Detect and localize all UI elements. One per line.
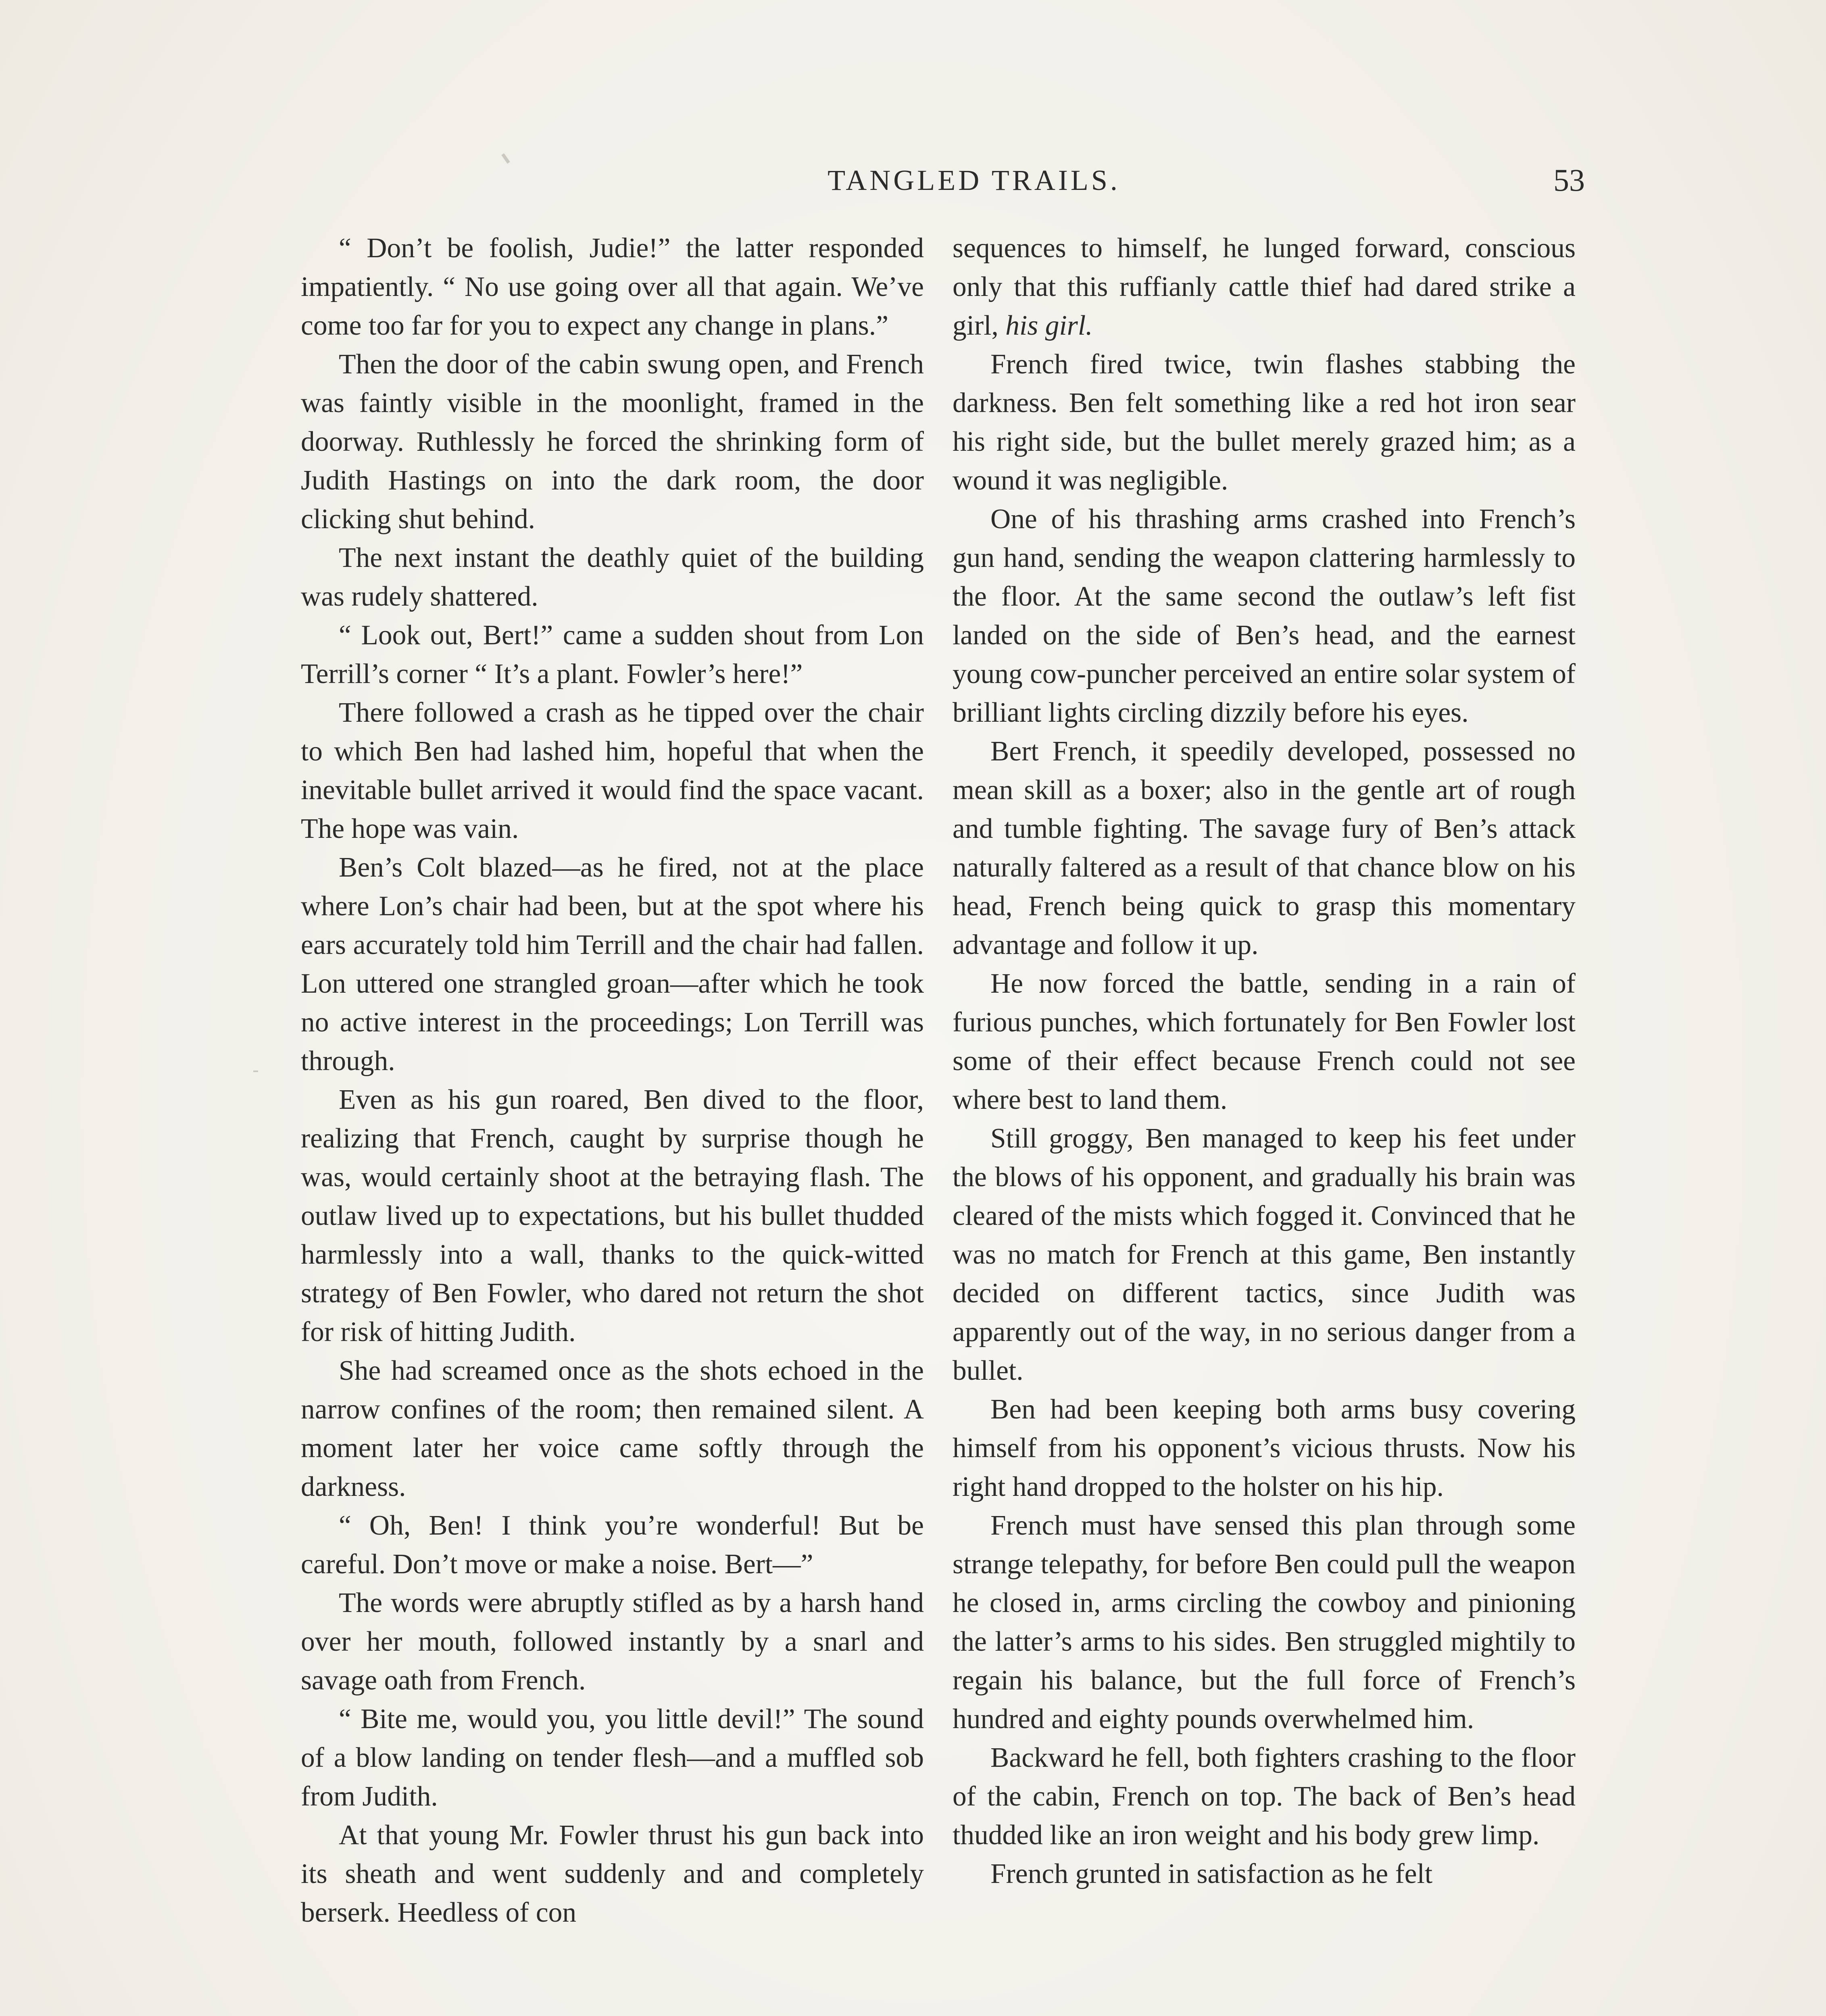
paragraph (953, 229, 1576, 345)
text-column-right (953, 229, 1576, 2016)
paragraph (953, 732, 1576, 964)
paragraph (301, 539, 924, 616)
paragraph (953, 1119, 1576, 1390)
paragraph (301, 345, 924, 539)
paragraph-text: There followed a crash as he tipped over the chair to which Ben had lashed him, hopeful that when the inevitable bullet arrived it would find the space vacant. The hope was vain. (301, 697, 924, 844)
emphasis-text: his girl. (1005, 310, 1093, 341)
paragraph-text: French grunted in satisfaction as he felt (990, 1858, 1433, 1889)
paragraph-text: At that young Mr. Fowler thrust his gun back into its sheath and went suddenly and and completely berserk. Heedless of con (301, 1820, 924, 1928)
paragraph-text: He now forced the battle, sending in a rain of furious punches, which fortunately for Ben Fowler lost some of their effect because French could not see where best to land them. (953, 968, 1576, 1115)
page-number: 53 (1553, 162, 1585, 198)
paragraph (301, 1081, 924, 1352)
paragraph (953, 964, 1576, 1119)
page-header (298, 158, 1585, 202)
paragraph (301, 848, 924, 1081)
paragraph (953, 1506, 1576, 1739)
paragraph-text: She had screamed once as the shots echoed in the narrow confines of the room; then remained silent. A moment later her voice came softly through the darkness. (301, 1355, 924, 1502)
paragraph-text: “ Look out, Bert!” came a sudden shout from Lon Terrill’s corner “ It’s a plant. Fowler’s here!” (301, 620, 924, 689)
paragraph-text: One of his thrashing arms crashed into French’s gun hand, sending the weapon clattering harmlessly to the floor. At the same second the outlaw’s left fist landed on the side of Ben’s head, and the earnest young cow-puncher perceived an entire solar system of brilliant lights circling dizzily before his eyes. (953, 504, 1576, 728)
paragraph-text: “ Oh, Ben! I think you’re wonderful! But be careful. Don’t move or make a noise. Bert—” (301, 1510, 924, 1580)
paragraph (953, 500, 1576, 732)
paragraph-text: Backward he fell, both fighters crashing to the floor of the cabin, French on top. The back of Ben’s head thudded like an iron weight and his body grew limp. (953, 1742, 1576, 1851)
paragraph (301, 1816, 924, 1932)
paragraph (301, 1506, 924, 1584)
paragraph (301, 616, 924, 694)
paragraph (953, 1390, 1576, 1506)
paragraph-text: “ Bite me, would you, you little devil!” The sound of a blow landing on tender flesh—and a muffled sob from Judith. (301, 1704, 924, 1812)
scan-speck (253, 1070, 258, 1072)
paragraph-text: “ Don’t be foolish, Judie!” the latter responded impatiently. “ No use going over all that again. We’ve come too far for you to expect any change in plans.” (301, 233, 924, 341)
paragraph-text: sequences to himself, he lunged forward, conscious only that this ruffianly cattle thief had dared strike a girl, (953, 233, 1576, 341)
paragraph (301, 1352, 924, 1506)
paragraph-text: The words were abruptly stifled as by a harsh hand over her mouth, followed instantly by a snarl and savage oath from French. (301, 1587, 924, 1696)
paragraph (301, 1584, 924, 1700)
paragraph-text: Then the door of the cabin swung open, and French was faintly visible in the moonlight, framed in the doorway. Ruthlessly he forced the shrinking form of Judith Hastings on into the dark room, the door clicking shut behind. (301, 349, 924, 535)
paragraph-text: The next instant the deathly quiet of the building was rudely shattered. (301, 542, 924, 612)
paragraph (301, 1700, 924, 1816)
paragraph (953, 345, 1576, 500)
paragraph (301, 694, 924, 848)
running-title: TANGLED TRAILS. (828, 164, 1120, 196)
paragraph-text: Still groggy, Ben managed to keep his feet under the blows of his opponent, and gradually his brain was cleared of the mists which fogged it. Convinced that he was no match for French at this game, Ben instantly decided on different tactics, since Judith was apparently out of the way, in no serious danger from a bullet. (953, 1123, 1576, 1386)
paragraph-text: French fired twice, twin flashes stabbing the darkness. Ben felt something like a red hot iron sear his right side, but the bullet merely grazed him; as a wound it was negligible. (953, 349, 1576, 496)
paragraph-text: French must have sensed this plan through some strange telepathy, for before Ben could pull the weapon he closed in, arms circling the cowboy and pinioning the latter’s arms to his sides. Ben struggled mightily to regain his balance, but the full force of French’s hundred and eighty pounds overwhelmed him. (953, 1510, 1576, 1735)
paragraph-text: Even as his gun roared, Ben dived to the floor, realizing that French, caught by surprise though he was, would certainly shoot at the betraying flash. The outlaw lived up to expectations, but his bullet thudded harmlessly into a wall, thanks to the quick-witted strategy of Ben Fowler, who dared not return the shot for risk of hitting Judith. (301, 1084, 924, 1347)
paragraph-text: Ben had been keeping both arms busy covering himself from his opponent’s vicious thrusts. Now his right hand dropped to the holster on his hip. (953, 1394, 1576, 1502)
paragraph-text: Bert French, it speedily developed, possessed no mean skill as a boxer; also in the gentle art of rough and tumble fighting. The savage fury of Ben’s attack naturally faltered as a result of that chance blow on his head, French being quick to grasp this momentary advantage and follow it up. (953, 736, 1576, 960)
paragraph (953, 1855, 1576, 1893)
paragraph (301, 229, 924, 345)
paragraph (953, 1739, 1576, 1855)
text-column-left (301, 229, 924, 2016)
paragraph-text: Ben’s Colt blazed—as he fired, not at the place where Lon’s chair had been, but at the spot where his ears accurately told him Terrill and the chair had fallen. Lon uttered one strangled groan—after which he took no active interest in the proceedings; Lon Terrill was through. (301, 852, 924, 1077)
